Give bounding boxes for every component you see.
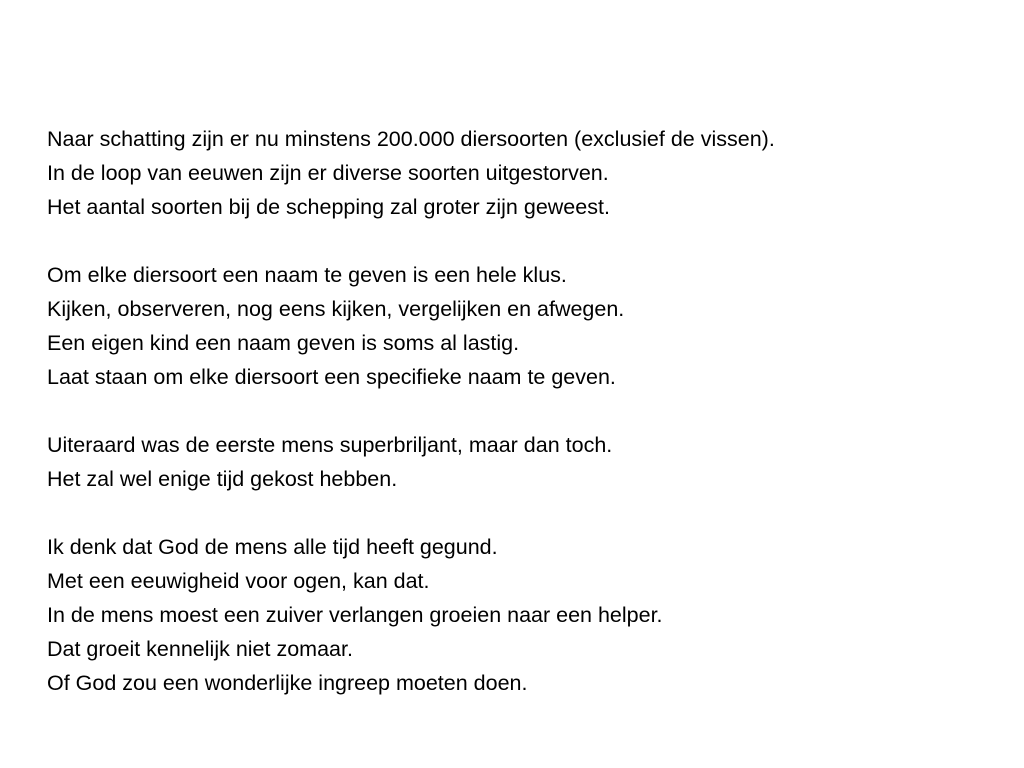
paragraph-god-time (47, 530, 1007, 700)
text-line: Uiteraard was de eerste mens superbriljant, maar dan toch. (47, 433, 613, 457)
text-line: Naar schatting zijn er nu minstens 200.000 diersoorten (exclusief de vissen). (47, 127, 775, 151)
text-line: Laat staan om elke diersoort een specifieke naam te geven. (47, 365, 616, 389)
text-line: In de mens moest een zuiver verlangen groeien naar een helper. (47, 603, 663, 627)
paragraph-species-count (47, 122, 1007, 224)
paragraph-first-human (47, 428, 1007, 496)
text-line: Met een eeuwigheid voor ogen, kan dat. (47, 569, 430, 593)
text-line: Ik denk dat God de mens alle tijd heeft gegund. (47, 535, 498, 559)
paragraph-naming-task (47, 258, 1007, 394)
text-line: Een eigen kind een naam geven is soms al lastig. (47, 331, 520, 355)
slide-body-text (47, 122, 1007, 700)
text-line: Om elke diersoort een naam te geven is een hele klus. (47, 263, 567, 287)
text-line: Het zal wel enige tijd gekost hebben. (47, 467, 398, 491)
text-line: In de loop van eeuwen zijn er diverse soorten uitgestorven. (47, 161, 609, 185)
text-line: Of God zou een wonderlijke ingreep moeten doen. (47, 671, 528, 695)
text-line: Het aantal soorten bij de schepping zal groter zijn geweest. (47, 195, 610, 219)
text-line: Kijken, observeren, nog eens kijken, vergelijken en afwegen. (47, 297, 625, 321)
text-line: Dat groeit kennelijk niet zomaar. (47, 637, 353, 661)
